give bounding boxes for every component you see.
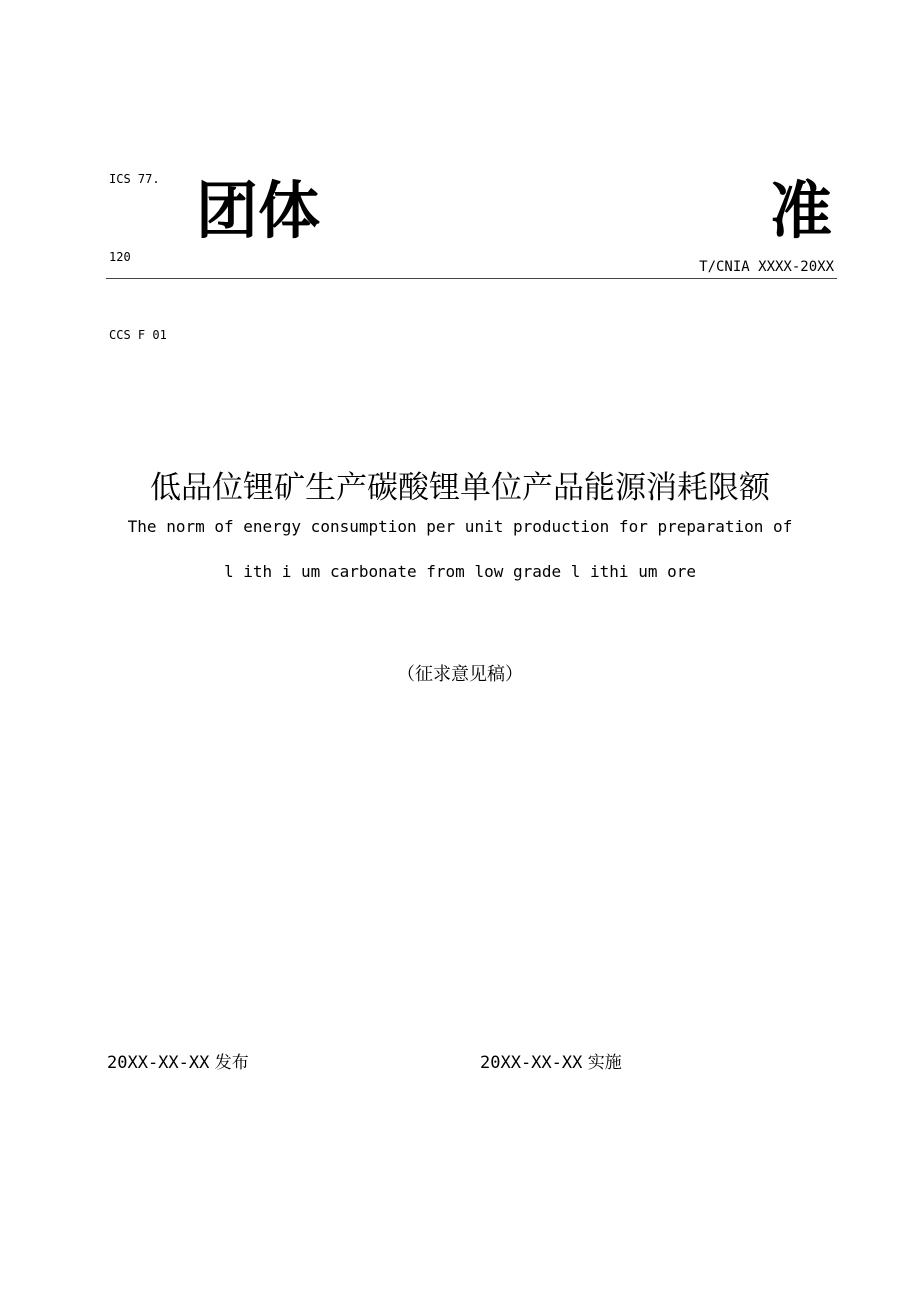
title-english-line1: The norm of energy consumption per unit production for preparation of [127,517,793,536]
publish-date-block [107,1050,249,1076]
standard-code: T/CNIA XXXX-20XX [699,259,834,275]
ccs-code: CCS F 01 [109,328,167,342]
implement-date: 20XX-XX-XX [480,1053,583,1073]
ics-code-line1: ICS 77. [109,172,160,186]
standard-type-right: 准 [770,174,833,247]
title-chinese: 低品位锂矿生产碳酸锂单位产品能源消耗限额 [150,470,770,506]
title-english-line2: l ith i um carbonate from low grade l ithi um ore [223,562,696,581]
publish-date: 20XX-XX-XX [107,1053,210,1073]
ics-code-line2: 120 [109,250,131,264]
implement-label: 实施 [587,1053,622,1073]
draft-note: （征求意见稿） [397,664,523,685]
classification-codes [109,114,167,374]
publish-label: 发布 [214,1053,249,1073]
implement-date-block [480,1050,622,1076]
header-divider [106,278,837,279]
standard-type-left: 团体 [196,174,321,247]
